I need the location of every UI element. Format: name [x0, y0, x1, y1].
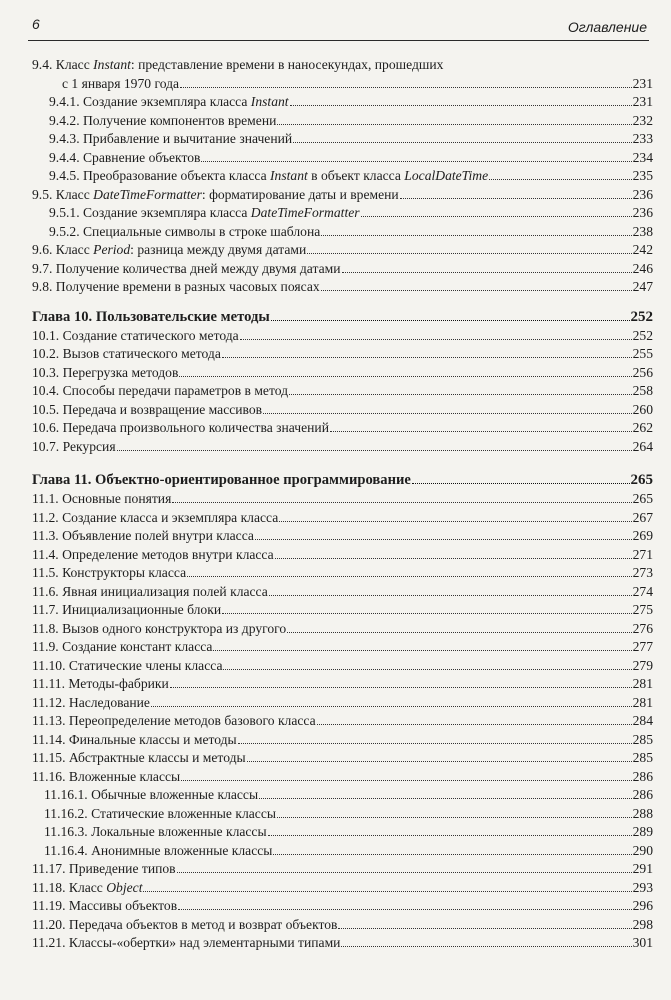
toc-entry[interactable]: [0, 620, 653, 639]
toc-entry[interactable]: [0, 130, 653, 149]
toc-entry-text: [32, 860, 176, 879]
toc-entry-text: [32, 601, 221, 620]
toc-entry-label: 11.3. Объявление полей внутри класса: [32, 528, 254, 543]
toc-entry-text: [49, 167, 488, 186]
toc-page-number: 289: [632, 824, 653, 839]
toc-entry[interactable]: [0, 879, 653, 898]
toc-page-number: 293: [632, 879, 653, 895]
toc-entry-label: Глава 10. Пользовательские методы: [32, 308, 270, 325]
toc-entry-text: [49, 204, 360, 223]
toc-entry-label-suffix: : представление времени в наносекундах, прошедших: [130, 57, 444, 72]
toc-entry-text: [32, 638, 212, 657]
dot-leader: [223, 668, 631, 670]
toc-entry-text: [32, 490, 171, 509]
toc-entry-label: 10.1. Создание статического метода: [32, 327, 239, 343]
toc-entry-label: 10.4. Способы передачи параметров в метод: [32, 383, 289, 398]
toc-entry-text: [32, 620, 286, 639]
dot-leader: [181, 779, 631, 781]
toc-entry-text: [32, 749, 246, 768]
toc-entry-label: 9.5.1. Создание экземпляра класса: [49, 205, 251, 220]
dot-leader: [279, 520, 631, 522]
toc-entry-label: 10.6. Передача произвольного количества значений: [32, 420, 329, 435]
toc-page-number: 265: [630, 472, 653, 488]
dot-leader: [187, 575, 632, 577]
toc-entry[interactable]: [0, 149, 653, 168]
toc-entry-text: [32, 470, 411, 490]
toc-page-number: 281: [632, 676, 653, 691]
toc-entry-text: [32, 364, 178, 383]
toc-entry-class-name: Period: [93, 242, 131, 257]
toc-page-number: 269: [632, 528, 653, 543]
toc-entry-class-name: DateTimeFormatter: [93, 186, 202, 202]
dot-leader: [271, 319, 630, 321]
toc-entry[interactable]: [0, 223, 653, 242]
toc-entry-text: [32, 401, 262, 420]
toc-entry-text: [32, 419, 329, 438]
toc-entry[interactable]: [0, 327, 653, 346]
chapter-heading[interactable]: [0, 470, 653, 490]
toc-page-number: 286: [632, 787, 653, 802]
toc-page-number: 246: [632, 260, 653, 276]
toc-page-number: 275: [632, 602, 653, 617]
dot-leader: [330, 430, 632, 432]
toc-entry[interactable]: [0, 75, 653, 94]
toc-entry-label: 9.7. Получение количества дней между двумя датами: [32, 260, 341, 276]
toc-page-number: 235: [632, 168, 653, 183]
toc-entry[interactable]: [0, 768, 653, 787]
toc-entry-label: 11.19. Массивы объектов: [32, 898, 178, 913]
toc-page-number: 255: [632, 346, 653, 361]
toc-entry-label: 11.9. Создание констант класса: [32, 639, 213, 654]
toc-entry[interactable]: [0, 509, 653, 528]
toc-entry-text: [32, 327, 239, 346]
toc-entry-text: [44, 842, 272, 861]
toc-page-number: 256: [632, 364, 653, 380]
toc-entry-text: [32, 731, 237, 750]
dot-leader: [247, 760, 632, 762]
toc-page-number: 277: [632, 639, 653, 654]
dot-leader: [263, 412, 632, 414]
toc-entry-label: 9.6. Класс: [32, 242, 94, 257]
toc-entry[interactable]: [0, 527, 653, 546]
toc-page-number: 238: [632, 223, 653, 239]
toc-entry-label: 10.5. Передача и возвращение массивов: [32, 401, 263, 417]
toc-entry-label: 11.14. Финальные классы и методы: [32, 731, 237, 747]
toc-entry-text: [49, 112, 276, 131]
toc-entry[interactable]: [0, 278, 653, 297]
toc-entry[interactable]: [0, 490, 653, 509]
toc-entry-text: [32, 509, 278, 528]
toc-entry-text: [32, 186, 399, 205]
toc-entry-label: 11.16.4. Анонимные вложенные классы: [44, 842, 273, 858]
dot-leader: [307, 252, 631, 254]
toc-entry[interactable]: [0, 112, 653, 131]
dot-leader: [361, 215, 632, 217]
dot-leader: [277, 816, 632, 818]
toc-entry[interactable]: [0, 601, 653, 620]
dot-leader: [180, 86, 632, 88]
toc-entry-text: [32, 546, 274, 565]
toc-entry-label: 11.16.3. Локальные вложенные классы: [44, 824, 267, 839]
dot-leader: [293, 141, 631, 143]
toc-entry-label: 11.15. Абстрактные классы и методы: [32, 750, 246, 765]
dot-leader: [273, 853, 631, 855]
toc-page-number: 242: [632, 242, 653, 257]
section-title: Оглавление: [567, 19, 647, 35]
toc-entry-label: 9.8. Получение времени в разных часовых поясах: [32, 279, 320, 294]
toc-entry[interactable]: [0, 583, 653, 602]
toc-entry-label: 11.21. Классы-«обертки» над элементарными типами: [32, 935, 341, 950]
toc-entry-class-name: Instant: [93, 57, 131, 72]
dot-leader: [170, 686, 632, 688]
toc-entry-text: [44, 805, 276, 824]
toc-entry-label: 11.12. Наследование: [32, 694, 150, 710]
dot-leader: [201, 160, 631, 162]
toc-page-number: 236: [632, 186, 653, 202]
dot-leader: [287, 631, 631, 633]
toc-entry-text: [32, 278, 320, 297]
toc-entry[interactable]: [0, 204, 653, 223]
toc-entry[interactable]: [0, 638, 653, 657]
toc-entry[interactable]: [0, 749, 653, 768]
toc-entry-text: [32, 438, 116, 457]
toc-entry-class-name: Instant: [270, 168, 308, 183]
dot-leader: [222, 612, 631, 614]
toc-entry-text: [32, 307, 270, 327]
toc-entry[interactable]: [0, 897, 653, 916]
dot-leader: [341, 945, 631, 947]
toc-entry-label: 11.1. Основные понятия: [32, 491, 172, 506]
table-of-contents: [0, 56, 671, 953]
toc-page-number: 301: [632, 935, 653, 950]
toc-entry[interactable]: [0, 93, 653, 112]
toc-entry-text: [32, 382, 288, 401]
toc-entry-label: 11.7. Инициализационные блоки: [32, 602, 222, 617]
dot-leader: [213, 649, 631, 651]
toc-page-number: 265: [632, 491, 653, 506]
toc-entry-text: [32, 934, 340, 953]
toc-entry-text: [49, 93, 289, 112]
toc-page-number: 290: [632, 842, 653, 858]
toc-entry-label: 10.7. Рекурсия: [32, 438, 116, 454]
dot-leader: [290, 104, 632, 106]
dot-leader: [151, 705, 632, 707]
toc-entry[interactable]: [0, 401, 653, 420]
toc-entry-label: Глава 11. Объектно-ориентированное программирование: [32, 472, 411, 488]
toc-entry-class-name: DateTimeFormatter: [250, 205, 360, 220]
toc-entry-text: [49, 223, 320, 242]
toc-entry-label: 11.18. Класс: [32, 879, 107, 895]
dot-leader: [317, 723, 632, 725]
dot-leader: [177, 871, 632, 873]
toc-entry-text: [32, 897, 177, 916]
toc-page-number: 285: [632, 750, 653, 765]
toc-entry-label-mid: в объект класса: [307, 168, 405, 183]
toc-entry[interactable]: [0, 438, 653, 457]
dot-leader: [178, 908, 631, 910]
toc-page-number: 233: [632, 131, 653, 146]
toc-entry[interactable]: [0, 675, 653, 694]
toc-entry[interactable]: [0, 241, 653, 260]
toc-entry-label-suffix: : форматирование даты и времени: [201, 186, 399, 202]
toc-page-number: 232: [632, 112, 653, 128]
toc-entry-class-name: LocalDateTime: [404, 168, 489, 183]
toc-entry-text: [32, 260, 341, 279]
dot-leader: [222, 356, 632, 358]
dot-leader: [143, 890, 631, 892]
toc-page-number: 288: [632, 805, 653, 821]
toc-entry-label: 9.5.2. Специальные символы в строке шаблона: [49, 223, 321, 239]
toc-entry-label: 10.2. Вызов статического метода: [32, 346, 221, 361]
toc-entry[interactable]: [0, 934, 653, 953]
toc-entry-text: [32, 675, 169, 694]
toc-page-number: 284: [632, 713, 653, 728]
dot-leader: [321, 289, 632, 291]
toc-entry-label: 11.4. Определение методов внутри класса: [32, 546, 274, 562]
toc-page-number: 281: [632, 694, 653, 710]
toc-page-number: 285: [632, 731, 653, 747]
toc-entry[interactable]: [0, 364, 653, 383]
toc-entry-label: 11.11. Методы-фабрики: [32, 676, 169, 691]
dot-leader: [412, 482, 630, 484]
toc-entry-text: [32, 879, 142, 898]
toc-entry-text: [32, 657, 222, 676]
page-number: 6: [32, 16, 40, 32]
toc-entry-continuation: с 1 января 1970 года: [62, 75, 180, 91]
toc-page-number: 247: [632, 279, 653, 294]
toc-entry-label: 9.4.2. Получение компонентов времени: [49, 112, 277, 128]
dot-leader: [255, 538, 632, 540]
dot-leader: [400, 197, 632, 199]
toc-entry[interactable]: [0, 657, 653, 676]
toc-entry[interactable]: [0, 382, 653, 401]
toc-page-number: 234: [632, 149, 653, 165]
toc-entry[interactable]: [0, 916, 653, 935]
dot-leader: [289, 393, 632, 395]
dot-leader: [117, 449, 632, 451]
toc-page-number: 298: [632, 916, 653, 932]
toc-page-number: 231: [632, 94, 653, 109]
toc-entry-label: 11.16. Вложенные классы: [32, 768, 181, 784]
toc-page-number: 260: [632, 401, 653, 417]
toc-entry-text: [32, 768, 180, 787]
toc-entry-text: [32, 564, 186, 583]
toc-entry-label: 11.16.1. Обычные вложенные классы: [44, 787, 259, 802]
toc-page-number: 274: [632, 583, 653, 599]
toc-entry-label: 9.4.1. Создание экземпляра класса: [49, 94, 251, 109]
toc-entry-label: 9.4.4. Сравнение объектов: [49, 149, 201, 165]
toc-entry-label: 11.10. Статические члены класса: [32, 657, 223, 673]
toc-entry-label: 9.5. Класс: [32, 186, 94, 202]
toc-entry-label: 9.4.3. Прибавление и вычитание значений: [49, 131, 293, 146]
dot-leader: [269, 594, 632, 596]
toc-page-number: 271: [632, 546, 653, 562]
toc-page-number: 276: [632, 620, 653, 636]
toc-entry-label: 11.17. Приведение типов: [32, 861, 176, 876]
toc-entry[interactable]: [0, 564, 653, 583]
toc-entry[interactable]: [0, 823, 653, 842]
toc-entry-label: 11.5. Конструкторы класса: [32, 565, 187, 580]
toc-page-number: 296: [632, 898, 653, 913]
toc-entry-label: 11.8. Вызов одного конструктора из другого: [32, 620, 287, 636]
toc-entry-class-name: Instant: [250, 94, 289, 109]
toc-page-number: 286: [632, 768, 653, 784]
dot-leader: [338, 927, 631, 929]
toc-entry-text: [32, 527, 254, 546]
toc-entry-label: 11.6. Явная инициализация полей класса: [32, 583, 268, 599]
toc-entry-text: [32, 916, 337, 935]
toc-entry-label: 11.20. Передача объектов в метод и возврат объектов: [32, 916, 338, 932]
dot-leader: [321, 234, 631, 236]
toc-entry-text: [49, 149, 200, 168]
toc-entry[interactable]: [0, 186, 653, 205]
toc-entry-label: 10.3. Перегрузка методов: [32, 364, 179, 380]
toc-page-number: 236: [632, 205, 653, 220]
dot-leader: [277, 123, 631, 125]
dot-leader: [238, 742, 632, 744]
dot-leader: [259, 797, 632, 799]
toc-entry-text: [49, 130, 292, 149]
toc-entry[interactable]: [0, 546, 653, 565]
toc-entry-text: [32, 241, 306, 260]
toc-page-number: 291: [632, 861, 653, 876]
toc-page-number: 258: [632, 383, 653, 398]
toc-entry-text: [44, 786, 258, 805]
toc-entry[interactable]: [0, 731, 653, 750]
running-header: [28, 10, 649, 41]
chapter-heading[interactable]: [0, 307, 653, 327]
toc-entry[interactable]: [0, 345, 653, 364]
toc-entry-text: [32, 694, 150, 713]
toc-page-number: 252: [632, 327, 653, 343]
toc-page-number: 264: [632, 438, 653, 454]
toc-entry-label: 11.13. Переопределение методов базового класса: [32, 713, 316, 728]
toc-page-number: 231: [632, 75, 653, 91]
toc-entry-label: 11.16.2. Статические вложенные классы: [44, 805, 276, 821]
toc-page-number: 252: [630, 308, 653, 325]
dot-leader: [489, 178, 631, 180]
toc-entry-label-suffix: : разница между двумя датами: [130, 242, 307, 257]
toc-entry[interactable]: [0, 260, 653, 279]
toc-page-number: 273: [632, 565, 653, 580]
toc-entry-label: 9.4.5. Преобразование объекта класса: [49, 168, 271, 183]
toc-entry-text: [32, 583, 268, 602]
toc-entry-class-name: Object: [106, 879, 143, 895]
toc-entry-label: 11.2. Создание класса и экземпляра класса: [32, 509, 279, 525]
dot-leader: [342, 271, 632, 273]
toc-entry-text: [44, 823, 267, 842]
toc-entry-label: 9.4. Класс: [32, 57, 94, 72]
toc-entry[interactable]: [0, 694, 653, 713]
toc-entry[interactable]: [0, 167, 653, 186]
toc-page-number: 267: [632, 509, 653, 525]
toc-page-number: 279: [632, 657, 653, 673]
toc-entry[interactable]: [0, 860, 653, 879]
toc-entry[interactable]: [0, 805, 653, 824]
toc-entry-text: [32, 712, 316, 731]
dot-leader: [275, 557, 632, 559]
dot-leader: [179, 375, 631, 377]
toc-entry-text: [32, 345, 221, 364]
toc-page-number: 262: [632, 420, 653, 435]
dot-leader: [240, 338, 632, 340]
toc-entry[interactable]: [0, 842, 653, 861]
dot-leader: [172, 501, 631, 503]
toc-entry[interactable]: [0, 786, 653, 805]
toc-entry-title-line[interactable]: [0, 56, 653, 75]
toc-entry[interactable]: [0, 712, 653, 731]
dot-leader: [268, 834, 632, 836]
toc-entry[interactable]: [0, 419, 653, 438]
